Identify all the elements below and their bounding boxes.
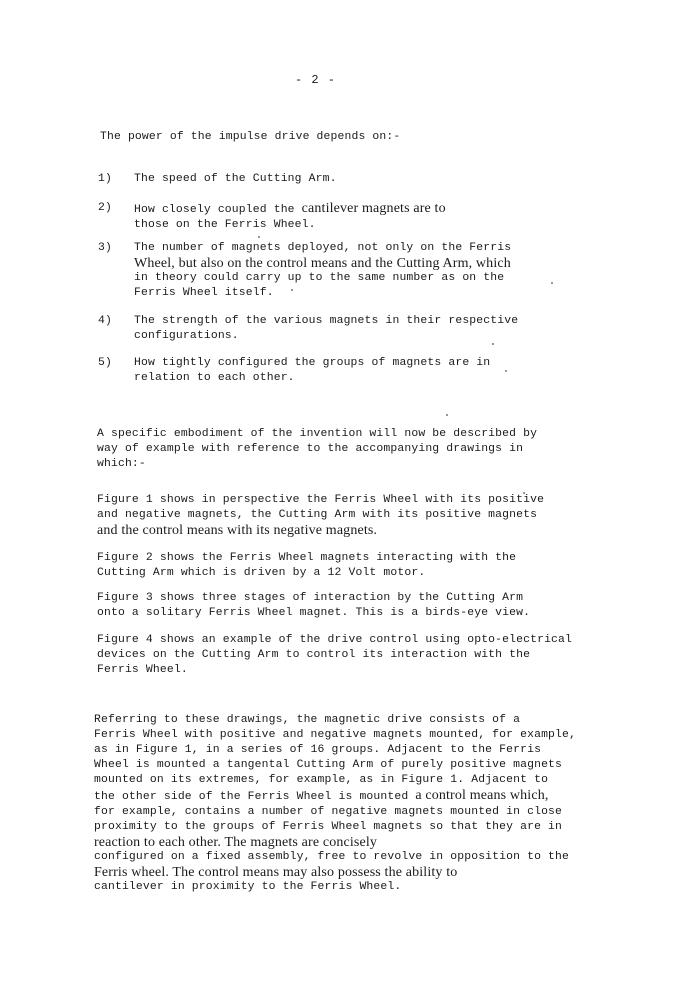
text-line: proximity to the groups of Ferris Wheel magnets so that they are in (94, 821, 563, 833)
text-line: Figure 4 shows an example of the drive control using opto-electrical (97, 634, 573, 646)
text-line: Cutting Arm which is driven by a 12 Volt motor. (97, 567, 426, 579)
scan-speck (505, 370, 507, 372)
list-item-text (134, 172, 337, 187)
scan-speck (258, 236, 260, 238)
scan-speck (446, 414, 448, 416)
text-line: mounted on its extremes, for example, as in Figure 1. Adjacent to (94, 774, 549, 786)
text-line: The number of magnets deployed, not only on the Ferris (134, 242, 512, 254)
text-line: Referring to these drawings, the magnetic drive consists of a (94, 714, 521, 726)
typed-text: How closely coupled the (134, 204, 302, 216)
text-line: in theory could carry up to the same number as on the (134, 272, 505, 284)
scan-speck (551, 282, 553, 284)
list-number: 1) (98, 173, 112, 185)
page-number: - 2 - (295, 73, 337, 87)
text-line: Figure 2 shows the Ferris Wheel magnets interacting with the (97, 552, 517, 564)
text-line: for example, contains a number of negative magnets mounted in close (94, 806, 563, 818)
text-line: which:- (97, 458, 146, 470)
text-line: and negative magnets, the Cutting Arm with its positive magnets (97, 509, 538, 521)
text-line: devices on the Cutting Arm to control its interaction with the (97, 649, 531, 661)
text-line: Ferris Wheel itself. (134, 287, 274, 299)
inserted-text: cantilever magnets are to (301, 201, 446, 216)
text-line: Ferris wheel. The control means may also possess the ability to (94, 865, 458, 880)
text-line: way of example with reference to the accompanying drawings in (97, 443, 524, 455)
text-line: Wheel is mounted a tangental Cutting Arm of purely positive magnets (94, 759, 563, 771)
scan-speck (291, 289, 293, 291)
intro-text: The power of the impulse drive depends on:- (100, 131, 401, 143)
text-line: onto a solitary Ferris Wheel magnet. This is a birds-eye view. (97, 607, 531, 619)
text-line: reaction to each other. The magnets are concisely (94, 835, 378, 850)
embodiment-paragraph (97, 427, 537, 472)
text-line: A specific embodiment of the invention will now be described by (97, 428, 538, 440)
text-line: those on the Ferris Wheel. (134, 219, 316, 231)
text-line (94, 788, 576, 805)
referring-paragraph (94, 713, 576, 895)
text-line: configured on a fixed assembly, free to revolve in opposition to the (94, 851, 570, 863)
inserted-text: a control means which, (415, 788, 549, 803)
text-line: The speed of the Cutting Arm. (134, 173, 337, 185)
scan-speck (492, 343, 494, 345)
text-line: Figure 3 shows three stages of interaction by the Cutting Arm (97, 592, 524, 604)
text-line: Wheel, but also on the control means and the Cutting Arm, which (134, 256, 511, 271)
list-item-text (134, 201, 446, 233)
text-line: relation to each other. (134, 372, 295, 384)
figure-3-description (97, 591, 530, 621)
scan-speck (523, 492, 525, 494)
list-item-text (134, 356, 490, 386)
text-line: How tightly configured the groups of magnets are in (134, 357, 491, 369)
figure-2-description (97, 551, 516, 581)
text-line: configurations. (134, 330, 239, 342)
figure-1-description (97, 493, 544, 538)
text-line: cantilever in proximity to the Ferris Wheel. (94, 881, 402, 893)
list-number: 3) (98, 242, 112, 254)
typed-text: the other side of the Ferris Wheel is mounted (94, 791, 416, 803)
list-number: 2) (98, 202, 112, 214)
text-line: and the control means with its negative magnets. (97, 523, 378, 538)
list-number: 4) (98, 315, 112, 327)
text-line: Ferris Wheel with positive and negative magnets mounted, for example, (94, 729, 576, 741)
list-number: 5) (98, 357, 112, 369)
text-line: Ferris Wheel. (97, 664, 188, 676)
list-item-text (134, 314, 518, 344)
figure-4-description (97, 633, 572, 678)
text-line: The strength of the various magnets in their respective (134, 315, 519, 327)
list-item-text (134, 241, 511, 301)
text-line (134, 201, 446, 218)
text-line: Figure 1 shows in perspective the Ferris Wheel with its positive (97, 494, 545, 506)
text-line: as in Figure 1, in a series of 16 groups. Adjacent to the Ferris (94, 744, 542, 756)
